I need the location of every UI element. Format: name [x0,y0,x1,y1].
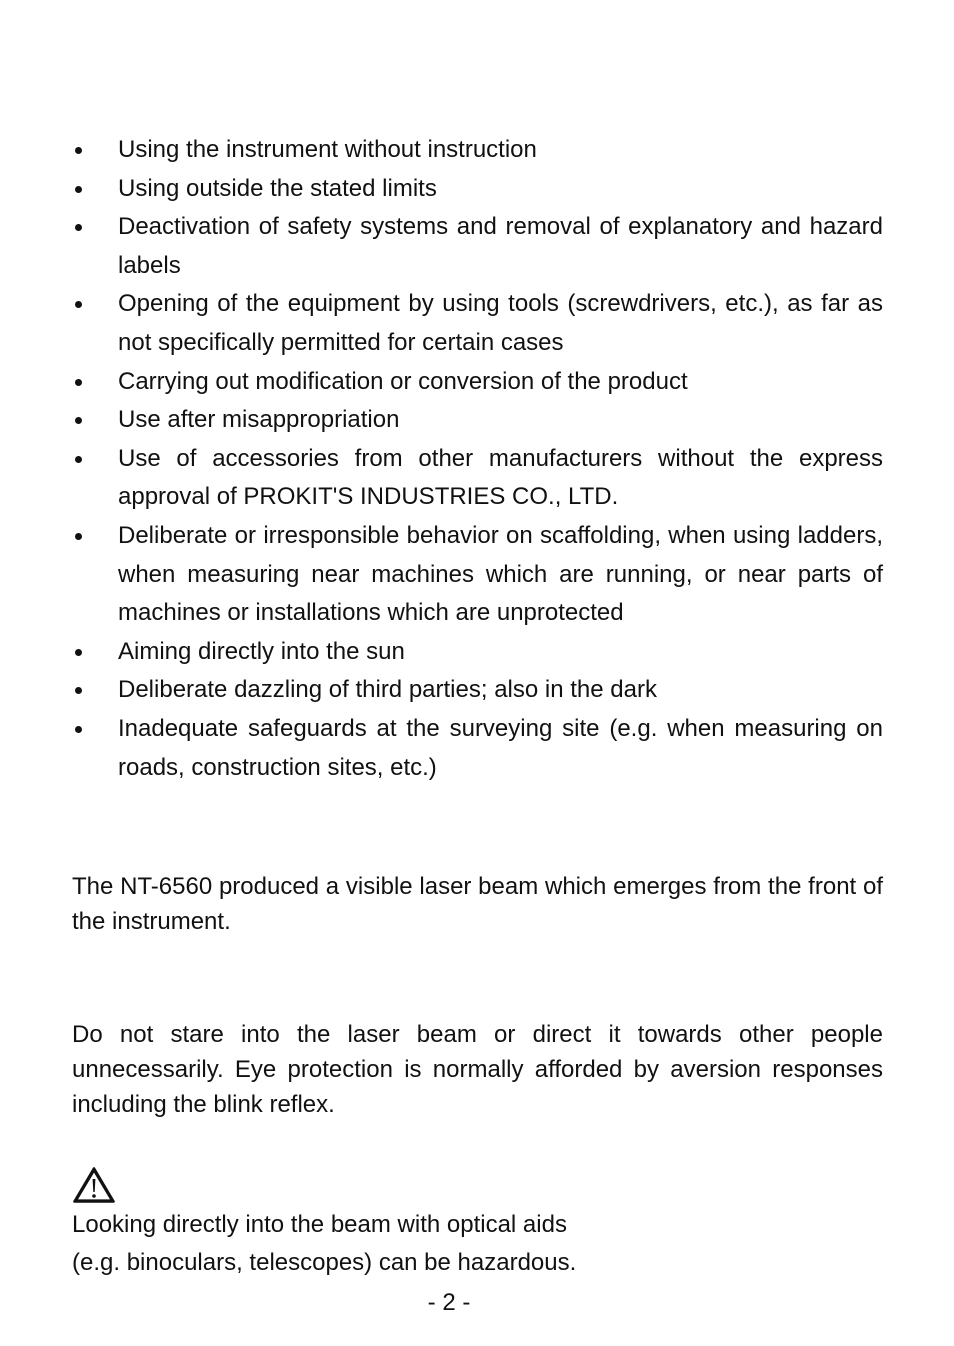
misuse-list [72,131,883,787]
bullet-icon [75,301,82,308]
bullet-icon [75,533,82,540]
document-page [72,131,883,1282]
bullet-icon [75,726,82,733]
list-item-text: Carrying out modification or conversion of the product [118,367,688,395]
bullet-icon [75,456,82,463]
list-item [72,401,883,440]
page-number: - 2 - [427,1289,471,1316]
list-item [72,208,883,285]
list-item-text: Using outside the stated limits [118,174,437,202]
list-item [72,285,883,362]
list-item [72,131,883,170]
list-item [72,671,883,710]
list-item-text: Use after misappropriation [118,406,400,434]
bullet-icon [75,649,82,656]
bullet-icon [75,687,82,694]
list-item [72,710,883,787]
warning-line-1: Looking directly into the beam with optical aids [72,1211,567,1239]
warning-triangle-icon [72,1166,116,1204]
list-item-text: Deliberate dazzling of third parties; also in the dark [118,676,657,704]
list-item-text: Aiming directly into the sun [118,637,405,665]
list-item-text: Use of accessories from other manufacturers without the express approval of PROKIT'S INDUSTRIES CO., LTD. [118,444,883,511]
list-item-text: Inadequate safeguards at the surveying site (e.g. when measuring on roads, construction sites, etc.) [118,714,883,781]
laser-description-paragraph: The NT-6560 produced a visible laser beam which emerges from the front of the instrument. [72,873,883,936]
list-item-text: Deactivation of safety systems and removal of explanatory and hazard labels [118,213,883,279]
warning-text [72,1206,883,1282]
list-item-text: Deliberate or irresponsible behavior on scaffolding, when using ladders, when measuring near machines which are running, or near parts of machines or installations which are unprotected [118,521,883,627]
bullet-icon [75,379,82,386]
eye-protection-paragraph: Do not stare into the laser beam or direct it towards other people unnecessarily. Eye protection is normally afforded by aversion responses including the blink reflex. [72,1021,883,1119]
list-item-text: Using the instrument without instruction [118,136,537,163]
bullet-icon [75,186,82,193]
warning-line-2: (e.g. binoculars, telescopes) can be hazardous. [72,1249,577,1277]
bullet-icon [75,417,82,424]
list-item [72,440,883,517]
list-item [72,363,883,402]
bullet-icon [75,224,82,231]
list-item [72,517,883,633]
list-item-text: Opening of the equipment by using tools (screwdrivers, etc.), as far as not specifically permitted for certain cases [118,290,883,356]
list-item [72,170,883,209]
bullet-icon [75,147,82,154]
list-item [72,633,883,672]
